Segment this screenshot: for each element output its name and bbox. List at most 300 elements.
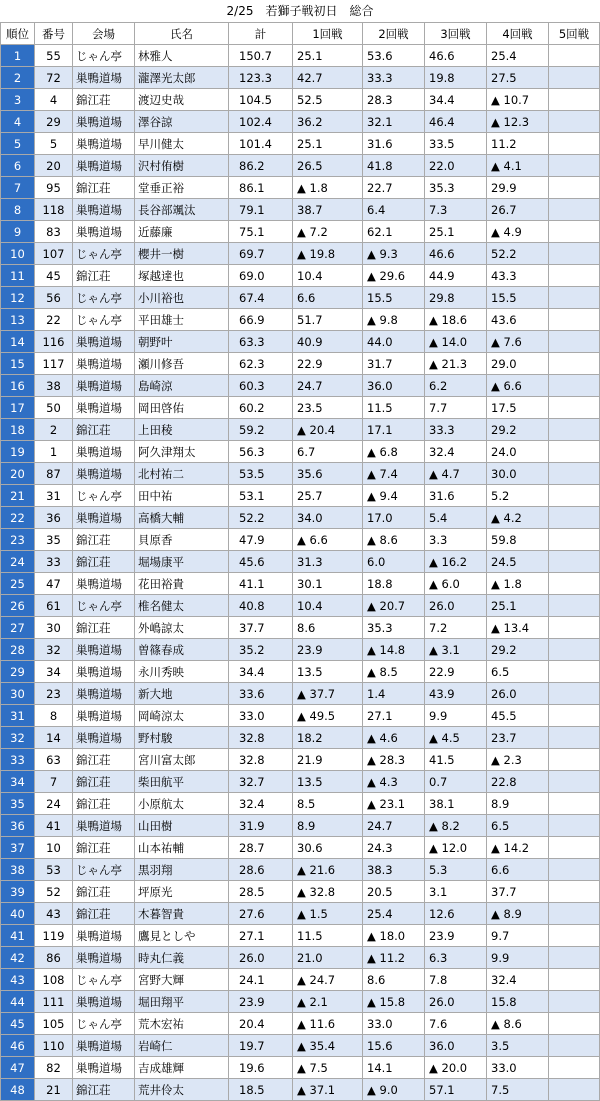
round-2-cell: 24.3 — [363, 837, 425, 859]
number-cell: 43 — [35, 903, 73, 925]
round-3-cell: 7.3 — [425, 199, 487, 221]
venue-cell: 巣鴨道場 — [73, 155, 135, 177]
rank-cell: 20 — [1, 463, 35, 485]
number-cell: 14 — [35, 727, 73, 749]
round-2-cell: 24.7 — [363, 815, 425, 837]
table-row — [1, 661, 600, 683]
name-cell: 小川裕也 — [135, 287, 229, 309]
round-2-cell: ▲ 8.6 — [363, 529, 425, 551]
total-cell: 104.5 — [229, 89, 293, 111]
round-2-cell: ▲ 9.8 — [363, 309, 425, 331]
round-3-cell: 7.6 — [425, 1013, 487, 1035]
total-cell: 28.7 — [229, 837, 293, 859]
header-round-5: 5回戦 — [549, 23, 600, 45]
rank-cell: 32 — [1, 727, 35, 749]
header-round-3: 3回戦 — [425, 23, 487, 45]
table-row — [1, 287, 600, 309]
venue-cell: 巣鴨道場 — [73, 353, 135, 375]
name-cell: 岡崎涼太 — [135, 705, 229, 727]
name-cell: 堀田翔平 — [135, 991, 229, 1013]
table-row — [1, 573, 600, 595]
round-3-cell: 3.1 — [425, 881, 487, 903]
round-4-cell: 11.2 — [487, 133, 549, 155]
round-3-cell: 5.4 — [425, 507, 487, 529]
total-cell: 62.3 — [229, 353, 293, 375]
rank-cell: 10 — [1, 243, 35, 265]
total-cell: 33.6 — [229, 683, 293, 705]
name-cell: 時丸仁義 — [135, 947, 229, 969]
table-row — [1, 881, 600, 903]
round-3-cell: 34.4 — [425, 89, 487, 111]
round-3-cell: 5.3 — [425, 859, 487, 881]
venue-cell: 錦江荘 — [73, 617, 135, 639]
round-2-cell: 36.0 — [363, 375, 425, 397]
venue-cell: 錦江荘 — [73, 265, 135, 287]
venue-cell: 巣鴨道場 — [73, 925, 135, 947]
total-cell: 31.9 — [229, 815, 293, 837]
venue-cell: 巣鴨道場 — [73, 661, 135, 683]
number-cell: 119 — [35, 925, 73, 947]
name-cell: 長谷部颯汰 — [135, 199, 229, 221]
round-5-cell — [549, 375, 600, 397]
total-cell: 19.7 — [229, 1035, 293, 1057]
round-4-cell: ▲ 8.6 — [487, 1013, 549, 1035]
table-row — [1, 507, 600, 529]
round-1-cell: ▲ 1.5 — [293, 903, 363, 925]
rank-cell: 5 — [1, 133, 35, 155]
number-cell: 53 — [35, 859, 73, 881]
total-cell: 41.1 — [229, 573, 293, 595]
name-cell: 鷹見としや — [135, 925, 229, 947]
number-cell: 52 — [35, 881, 73, 903]
round-5-cell — [549, 287, 600, 309]
round-5-cell — [549, 111, 600, 133]
round-4-cell: 29.2 — [487, 419, 549, 441]
name-cell: 貝原香 — [135, 529, 229, 551]
rank-cell: 34 — [1, 771, 35, 793]
standings-table — [0, 22, 600, 1101]
number-cell: 72 — [35, 67, 73, 89]
number-cell: 117 — [35, 353, 73, 375]
table-row — [1, 639, 600, 661]
round-1-cell: 24.7 — [293, 375, 363, 397]
round-4-cell: 43.6 — [487, 309, 549, 331]
round-1-cell: 26.5 — [293, 155, 363, 177]
number-cell: 118 — [35, 199, 73, 221]
number-cell: 33 — [35, 551, 73, 573]
name-cell: 平田雄士 — [135, 309, 229, 331]
round-4-cell: ▲ 10.7 — [487, 89, 549, 111]
header-total: 計 — [229, 23, 293, 45]
round-4-cell: 33.0 — [487, 1057, 549, 1079]
total-cell: 23.9 — [229, 991, 293, 1013]
round-3-cell: 44.9 — [425, 265, 487, 287]
number-cell: 87 — [35, 463, 73, 485]
number-cell: 35 — [35, 529, 73, 551]
round-4-cell: 37.7 — [487, 881, 549, 903]
table-row — [1, 859, 600, 881]
table-row — [1, 133, 600, 155]
round-2-cell: ▲ 28.3 — [363, 749, 425, 771]
round-5-cell — [549, 419, 600, 441]
total-cell: 60.3 — [229, 375, 293, 397]
round-5-cell — [549, 485, 600, 507]
rank-cell: 11 — [1, 265, 35, 287]
venue-cell: 錦江荘 — [73, 749, 135, 771]
round-5-cell — [549, 859, 600, 881]
round-2-cell: 17.1 — [363, 419, 425, 441]
round-2-cell: ▲ 11.2 — [363, 947, 425, 969]
round-2-cell: ▲ 9.3 — [363, 243, 425, 265]
total-cell: 53.1 — [229, 485, 293, 507]
rank-cell: 14 — [1, 331, 35, 353]
table-row — [1, 925, 600, 947]
round-5-cell — [549, 837, 600, 859]
round-4-cell: 23.7 — [487, 727, 549, 749]
round-5-cell — [549, 595, 600, 617]
total-cell: 79.1 — [229, 199, 293, 221]
round-1-cell: ▲ 1.8 — [293, 177, 363, 199]
name-cell: 吉成雄輝 — [135, 1057, 229, 1079]
round-4-cell: 6.5 — [487, 661, 549, 683]
venue-cell: 巣鴨道場 — [73, 1057, 135, 1079]
round-4-cell: 30.0 — [487, 463, 549, 485]
round-1-cell: 38.7 — [293, 199, 363, 221]
name-cell: 近藤廉 — [135, 221, 229, 243]
total-cell: 75.1 — [229, 221, 293, 243]
round-1-cell: 8.9 — [293, 815, 363, 837]
total-cell: 66.9 — [229, 309, 293, 331]
round-1-cell: 31.3 — [293, 551, 363, 573]
total-cell: 86.2 — [229, 155, 293, 177]
rank-cell: 40 — [1, 903, 35, 925]
total-cell: 28.5 — [229, 881, 293, 903]
round-4-cell: 26.7 — [487, 199, 549, 221]
table-row — [1, 199, 600, 221]
rank-cell: 7 — [1, 177, 35, 199]
round-5-cell — [549, 309, 600, 331]
venue-cell: 巣鴨道場 — [73, 507, 135, 529]
table-row — [1, 991, 600, 1013]
venue-cell: 錦江荘 — [73, 881, 135, 903]
name-cell: 外嶋諒太 — [135, 617, 229, 639]
name-cell: 野村駿 — [135, 727, 229, 749]
total-cell: 32.8 — [229, 727, 293, 749]
total-cell: 56.3 — [229, 441, 293, 463]
rank-cell: 15 — [1, 353, 35, 375]
round-5-cell — [549, 705, 600, 727]
round-4-cell: 6.6 — [487, 859, 549, 881]
round-1-cell: ▲ 11.6 — [293, 1013, 363, 1035]
round-4-cell: ▲ 6.6 — [487, 375, 549, 397]
venue-cell: じゃん亭 — [73, 1013, 135, 1035]
total-cell: 150.7 — [229, 45, 293, 67]
number-cell: 30 — [35, 617, 73, 639]
total-cell: 37.7 — [229, 617, 293, 639]
round-4-cell: 29.0 — [487, 353, 549, 375]
name-cell: 椎名健太 — [135, 595, 229, 617]
number-cell: 29 — [35, 111, 73, 133]
round-5-cell — [549, 969, 600, 991]
total-cell: 59.2 — [229, 419, 293, 441]
round-5-cell — [549, 67, 600, 89]
table-row — [1, 551, 600, 573]
name-cell: 花田裕貴 — [135, 573, 229, 595]
round-1-cell: 6.6 — [293, 287, 363, 309]
rank-cell: 19 — [1, 441, 35, 463]
number-cell: 36 — [35, 507, 73, 529]
round-3-cell: 36.0 — [425, 1035, 487, 1057]
round-1-cell: 23.9 — [293, 639, 363, 661]
rank-cell: 1 — [1, 45, 35, 67]
table-row — [1, 155, 600, 177]
number-cell: 5 — [35, 133, 73, 155]
number-cell: 32 — [35, 639, 73, 661]
round-2-cell: 6.4 — [363, 199, 425, 221]
venue-cell: 巣鴨道場 — [73, 683, 135, 705]
header-number: 番号 — [35, 23, 73, 45]
number-cell: 116 — [35, 331, 73, 353]
table-row — [1, 243, 600, 265]
round-4-cell: ▲ 14.2 — [487, 837, 549, 859]
round-3-cell: 19.8 — [425, 67, 487, 89]
round-3-cell: 6.2 — [425, 375, 487, 397]
round-3-cell: ▲ 21.3 — [425, 353, 487, 375]
round-3-cell: 33.5 — [425, 133, 487, 155]
round-2-cell: 17.0 — [363, 507, 425, 529]
round-1-cell: ▲ 35.4 — [293, 1035, 363, 1057]
round-2-cell: ▲ 6.8 — [363, 441, 425, 463]
rank-cell: 18 — [1, 419, 35, 441]
round-4-cell: 25.4 — [487, 45, 549, 67]
name-cell: 山田樹 — [135, 815, 229, 837]
round-3-cell: 25.1 — [425, 221, 487, 243]
round-3-cell: ▲ 16.2 — [425, 551, 487, 573]
total-cell: 63.3 — [229, 331, 293, 353]
round-2-cell: 22.7 — [363, 177, 425, 199]
number-cell: 61 — [35, 595, 73, 617]
round-2-cell: 20.5 — [363, 881, 425, 903]
name-cell: 永川秀映 — [135, 661, 229, 683]
rank-cell: 44 — [1, 991, 35, 1013]
name-cell: 新大地 — [135, 683, 229, 705]
round-5-cell — [549, 397, 600, 419]
total-cell: 32.7 — [229, 771, 293, 793]
venue-cell: じゃん亭 — [73, 859, 135, 881]
rank-cell: 36 — [1, 815, 35, 837]
total-cell: 32.8 — [229, 749, 293, 771]
table-row — [1, 1057, 600, 1079]
total-cell: 28.6 — [229, 859, 293, 881]
round-4-cell: 29.2 — [487, 639, 549, 661]
round-2-cell: ▲ 7.4 — [363, 463, 425, 485]
round-1-cell: 51.7 — [293, 309, 363, 331]
table-row — [1, 111, 600, 133]
round-4-cell: 15.5 — [487, 287, 549, 309]
table-row — [1, 727, 600, 749]
round-5-cell — [549, 793, 600, 815]
total-cell: 34.4 — [229, 661, 293, 683]
round-2-cell: 15.5 — [363, 287, 425, 309]
round-3-cell: 7.8 — [425, 969, 487, 991]
round-3-cell: ▲ 4.5 — [425, 727, 487, 749]
round-4-cell: ▲ 13.4 — [487, 617, 549, 639]
round-4-cell: ▲ 4.2 — [487, 507, 549, 529]
number-cell: 86 — [35, 947, 73, 969]
round-5-cell — [549, 749, 600, 771]
venue-cell: 巣鴨道場 — [73, 991, 135, 1013]
round-5-cell — [549, 1013, 600, 1035]
rank-cell: 23 — [1, 529, 35, 551]
table-row — [1, 683, 600, 705]
number-cell: 21 — [35, 1079, 73, 1101]
venue-cell: 巣鴨道場 — [73, 199, 135, 221]
total-cell: 45.6 — [229, 551, 293, 573]
round-5-cell — [549, 683, 600, 705]
total-cell: 47.9 — [229, 529, 293, 551]
header-name: 氏名 — [135, 23, 229, 45]
round-3-cell: 23.9 — [425, 925, 487, 947]
rank-cell: 39 — [1, 881, 35, 903]
round-3-cell: ▲ 12.0 — [425, 837, 487, 859]
round-1-cell: 18.2 — [293, 727, 363, 749]
round-2-cell: ▲ 29.6 — [363, 265, 425, 287]
name-cell: 小原航太 — [135, 793, 229, 815]
name-cell: 北村祐二 — [135, 463, 229, 485]
round-5-cell — [549, 441, 600, 463]
round-3-cell: 46.6 — [425, 45, 487, 67]
name-cell: 上田稜 — [135, 419, 229, 441]
round-1-cell: ▲ 6.6 — [293, 529, 363, 551]
venue-cell: じゃん亭 — [73, 969, 135, 991]
round-5-cell — [549, 661, 600, 683]
round-1-cell: 25.1 — [293, 133, 363, 155]
round-3-cell: ▲ 6.0 — [425, 573, 487, 595]
round-1-cell: ▲ 2.1 — [293, 991, 363, 1013]
venue-cell: 錦江荘 — [73, 177, 135, 199]
venue-cell: じゃん亭 — [73, 309, 135, 331]
round-2-cell: ▲ 18.0 — [363, 925, 425, 947]
name-cell: 瀬川修吾 — [135, 353, 229, 375]
name-cell: 櫻井一樹 — [135, 243, 229, 265]
round-2-cell: ▲ 9.0 — [363, 1079, 425, 1101]
round-5-cell — [549, 815, 600, 837]
round-2-cell: 14.1 — [363, 1057, 425, 1079]
round-5-cell — [549, 353, 600, 375]
round-4-cell: 9.9 — [487, 947, 549, 969]
round-1-cell: 21.0 — [293, 947, 363, 969]
total-cell: 101.4 — [229, 133, 293, 155]
rank-cell: 28 — [1, 639, 35, 661]
round-3-cell: ▲ 14.0 — [425, 331, 487, 353]
round-1-cell: ▲ 21.6 — [293, 859, 363, 881]
round-5-cell — [549, 221, 600, 243]
rank-cell: 25 — [1, 573, 35, 595]
round-3-cell: 26.0 — [425, 595, 487, 617]
venue-cell: 巣鴨道場 — [73, 133, 135, 155]
venue-cell: 錦江荘 — [73, 837, 135, 859]
round-3-cell: 31.6 — [425, 485, 487, 507]
header-round-1: 1回戦 — [293, 23, 363, 45]
table-row — [1, 177, 600, 199]
round-3-cell: 41.5 — [425, 749, 487, 771]
venue-cell: じゃん亭 — [73, 45, 135, 67]
total-cell: 86.1 — [229, 177, 293, 199]
round-1-cell: 40.9 — [293, 331, 363, 353]
rank-cell: 17 — [1, 397, 35, 419]
number-cell: 41 — [35, 815, 73, 837]
rank-cell: 30 — [1, 683, 35, 705]
round-4-cell: ▲ 1.8 — [487, 573, 549, 595]
round-5-cell — [549, 881, 600, 903]
venue-cell: じゃん亭 — [73, 243, 135, 265]
rank-cell: 29 — [1, 661, 35, 683]
round-1-cell: ▲ 20.4 — [293, 419, 363, 441]
rank-cell: 42 — [1, 947, 35, 969]
round-2-cell: 15.6 — [363, 1035, 425, 1057]
round-3-cell: 43.9 — [425, 683, 487, 705]
round-3-cell: 0.7 — [425, 771, 487, 793]
round-1-cell: ▲ 7.2 — [293, 221, 363, 243]
round-1-cell: ▲ 49.5 — [293, 705, 363, 727]
venue-cell: 錦江荘 — [73, 793, 135, 815]
venue-cell: 巣鴨道場 — [73, 463, 135, 485]
round-5-cell — [549, 133, 600, 155]
round-4-cell: 45.5 — [487, 705, 549, 727]
round-2-cell: ▲ 4.6 — [363, 727, 425, 749]
round-4-cell: ▲ 7.6 — [487, 331, 549, 353]
round-1-cell: 13.5 — [293, 771, 363, 793]
number-cell: 7 — [35, 771, 73, 793]
name-cell: 朝野叶 — [135, 331, 229, 353]
round-2-cell: ▲ 4.3 — [363, 771, 425, 793]
number-cell: 2 — [35, 419, 73, 441]
total-cell: 32.4 — [229, 793, 293, 815]
round-2-cell: 33.3 — [363, 67, 425, 89]
round-2-cell: 35.3 — [363, 617, 425, 639]
round-2-cell: 41.8 — [363, 155, 425, 177]
venue-cell: 巣鴨道場 — [73, 375, 135, 397]
round-5-cell — [549, 925, 600, 947]
round-4-cell: 26.0 — [487, 683, 549, 705]
rank-cell: 27 — [1, 617, 35, 639]
name-cell: 沢村侑樹 — [135, 155, 229, 177]
venue-cell: 巣鴨道場 — [73, 331, 135, 353]
round-5-cell — [549, 45, 600, 67]
round-5-cell — [549, 265, 600, 287]
round-5-cell — [549, 463, 600, 485]
name-cell: 高橋大輔 — [135, 507, 229, 529]
rank-cell: 38 — [1, 859, 35, 881]
rank-cell: 16 — [1, 375, 35, 397]
rank-cell: 13 — [1, 309, 35, 331]
table-row — [1, 463, 600, 485]
venue-cell: じゃん亭 — [73, 485, 135, 507]
rank-cell: 12 — [1, 287, 35, 309]
table-row — [1, 353, 600, 375]
header-rank: 順位 — [1, 23, 35, 45]
round-3-cell: 33.3 — [425, 419, 487, 441]
name-cell: 早川健太 — [135, 133, 229, 155]
rank-cell: 2 — [1, 67, 35, 89]
name-cell: 田中祐 — [135, 485, 229, 507]
round-4-cell: 59.8 — [487, 529, 549, 551]
round-5-cell — [549, 155, 600, 177]
round-1-cell: 52.5 — [293, 89, 363, 111]
number-cell: 22 — [35, 309, 73, 331]
round-2-cell: 31.6 — [363, 133, 425, 155]
table-row — [1, 705, 600, 727]
